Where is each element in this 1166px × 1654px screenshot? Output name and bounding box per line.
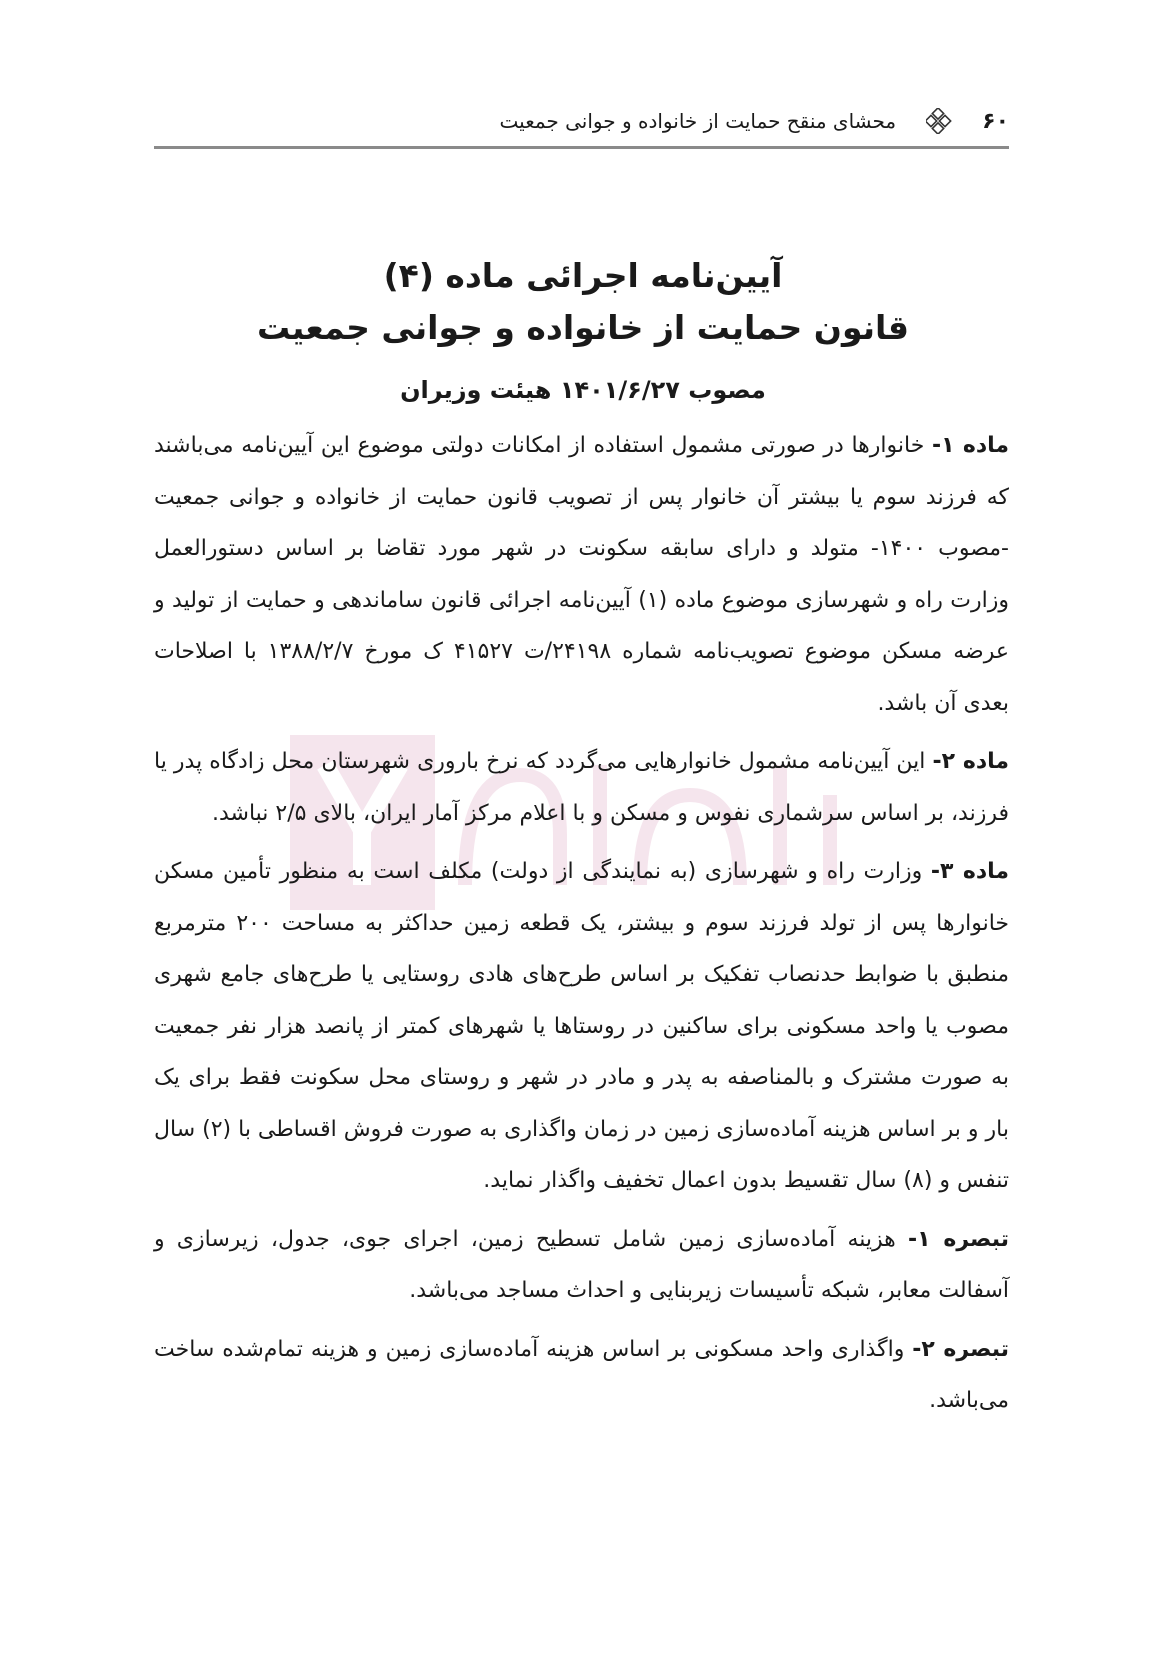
running-title: محشای منقح حمایت از خانواده و جوانی جمعیت bbox=[499, 109, 897, 133]
title-line-1: آیین‌نامه اجرائی ماده (۴) bbox=[383, 256, 783, 295]
article-text: این آیین‌نامه مشمول خانوارهایی می‌گردد که نرخ باروری شهرستان محل زادگاه پدر یا فرزند، بر اساس سرشماری نفوس و مسکن و با اعلام مرکز آمار ایران، بالای ۲/۵ نباشد. bbox=[154, 749, 1009, 826]
note-2 bbox=[154, 1324, 1009, 1427]
regulation-body bbox=[154, 420, 1009, 1434]
note-label: تبصره ۱- bbox=[907, 1226, 1009, 1252]
title-line-2: قانون حمایت از خانواده و جوانی جمعیت bbox=[256, 308, 910, 347]
article-2 bbox=[154, 736, 1009, 839]
article-label: ماده ۱- bbox=[931, 433, 1009, 458]
note-1 bbox=[154, 1214, 1009, 1317]
article-3 bbox=[154, 846, 1009, 1207]
article-text: خانوارها در صورتی مشمول استفاده از امکانات دولتی موضوع این آیین‌نامه می‌باشند که فرزند سوم یا بیشتر آن خانوار پس از تصویب قانون حمایت از خانواده و جوانی جمعیت -مصوب ۱۴۰۰- متولد و دارای سابقه سکونت در شهر مورد تقاضا بر اساس دستورالعمل وزارت راه و شهرسازی موضوع ماده (۱) آیین‌نامه اجرائی قانون ساماندهی و حمایت از تولید و عرضه مسکن موضوع تصویب‌نامه شماره ۲۴۱۹۸/ت ۴۱۵۲۷ ک مورخ ۱۳۸۸/۲/۷ با اصلاحات بعدی آن باشد. bbox=[154, 433, 1009, 716]
note-label: تبصره ۲- bbox=[912, 1336, 1009, 1362]
running-header bbox=[154, 96, 1009, 149]
article-text: وزارت راه و شهرسازی (به نمایندگی از دولت) مکلف است به منظور تأمین مسکن خانوارها پس از تولد فرزند سوم و بیشتر، یک قطعه زمین حداکثر به مساحت ۲۰۰ مترمربع منطبق با ضوابط حدنصاب تفکیک بر اساس طرح‌های هادی روستایی یا طرح‌های جامع شهری مصوب یا واحد مسکونی برای ساکنین در روستاها یا شهرهای کمتر از پانصد هزار نفر جمعیت به صورت مشترک و بالمناصفه به پدر و مادر در شهر و روستای محل سکونت فقط برای یک بار و بر اساس هزینه آماده‌سازی زمین در زمان واگذاری به صورت فروش اقساطی با (۲) سال تنفس و (۸) سال تقسیط بدون اعمال تخفیف واگذار نماید. bbox=[154, 859, 1009, 1193]
article-label: ماده ۳- bbox=[930, 859, 1009, 884]
note-text: واگذاری واحد مسکونی بر اساس هزینه آماده‌سازی زمین و هزینه تمام‌شده ساخت می‌باشد. bbox=[154, 1336, 1009, 1413]
note-text: هزینه آماده‌سازی زمین شامل تسطیح زمین، اجرای جوی، جدول، زیرسازی و آسفالت معابر، شبکه تأسیسات زیربنایی و احداث مساجد می‌باشد. bbox=[154, 1226, 1009, 1303]
article-1 bbox=[154, 420, 1009, 729]
article-label: ماده ۲- bbox=[932, 749, 1009, 774]
page-number: ۶۰ bbox=[982, 108, 1009, 134]
approval-subtitle: مصوب ۱۴۰۱/۶/۲۷ هیئت وزیران bbox=[400, 376, 766, 404]
title-block bbox=[150, 250, 1016, 408]
diamond-ornament-icon bbox=[926, 108, 952, 134]
